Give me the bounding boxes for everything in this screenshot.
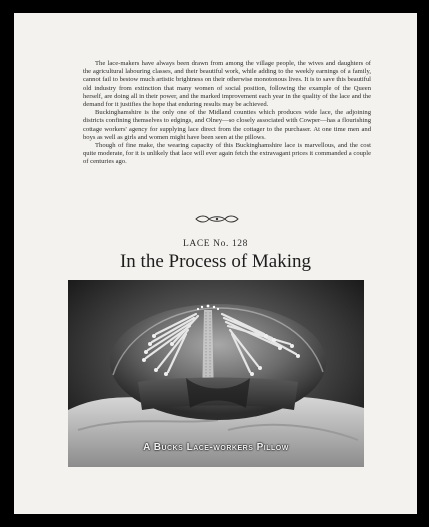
photo-caption: A Bucks Lace-workers Pillow: [143, 442, 289, 453]
lace-pillow-image: [68, 280, 364, 467]
paragraph-1: The lace-makers have always been drawn from among the village people, the wives and daughters of the agricultural labouring classes, and their beautiful work, while adding to the weekly earnings of a family, cannot fail to bestow much artistic brightness on their otherwise monotonous lives. It is to save this beautiful old industry from extinction that many women of social position, following the example of the Queen herself, are doing all in their power, and the marked improvement each year in the quality of the lace and the demand for it justifies the hope that enduring results may be achieved.: [83, 60, 371, 109]
book-page: [14, 13, 417, 514]
section-title: In the Process of Making: [119, 251, 312, 272]
body-text: [83, 60, 371, 167]
paragraph-3: Though of fine make, the wearing capacity of this Buckinghamshire lace is marvellous, and the cost quite moderate, for it is unlikely that lace will ever again fetch the extravagant prices it commanded a couple of centuries ago.: [83, 142, 371, 166]
lace-number: LACE No. 128: [183, 239, 248, 249]
lace-pillow-photo: [68, 280, 364, 467]
scroll-ornament-icon: [194, 214, 240, 224]
paragraph-2: Buckinghamshire is the only one of the Midland counties which produces wide lace, the adjoining districts confining themselves to edgings, and Olney—so closely associated with Cowper—has a flourishing cottage workers' agency for supplying lace direct from the cottager to the purchaser. At one time men and boys as well as girls and women might have been seen at the pillows.: [83, 109, 371, 141]
